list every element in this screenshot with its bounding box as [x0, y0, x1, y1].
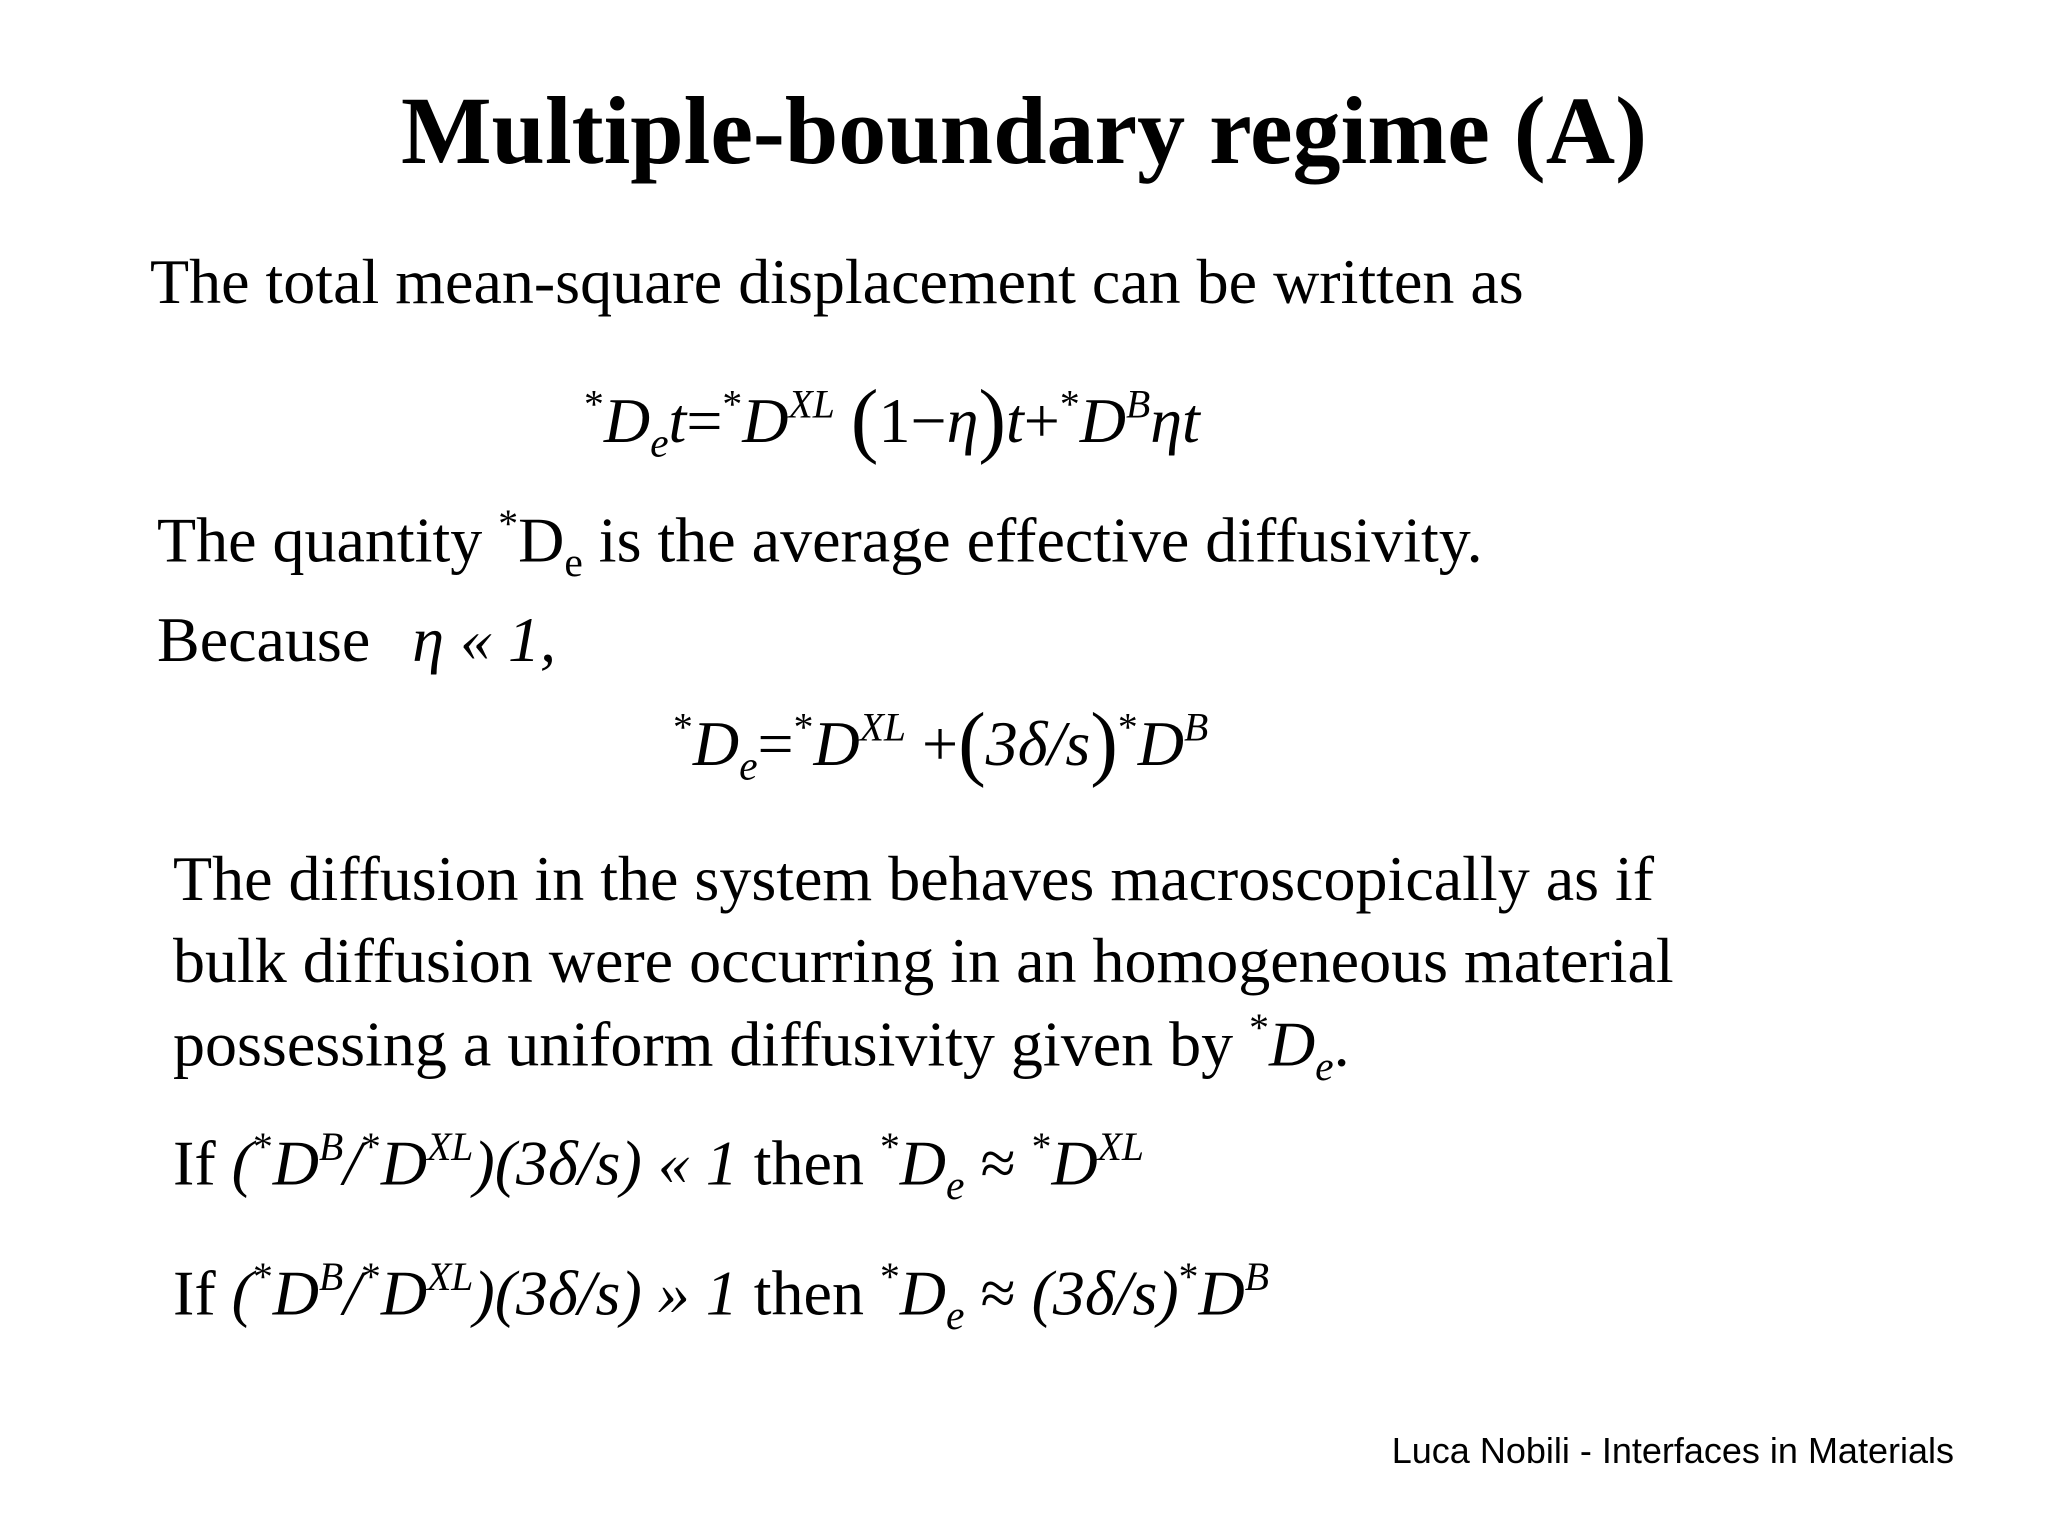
equation-effective-diffusivity [673, 693, 1208, 793]
cond2-res2-ratio: (3δ/s) [1031, 1257, 1179, 1329]
eq2-star-1: * [673, 705, 693, 750]
eq1-d-2: D [742, 385, 789, 457]
eq1-eta-1: η [946, 385, 979, 457]
because-text [157, 603, 556, 677]
intro-text: The total mean-square displacement can be written as [150, 246, 1524, 317]
eq1-rparen: ) [978, 373, 1007, 465]
cond1-sup-b: B [319, 1125, 344, 1169]
cond1-d-1: D [272, 1127, 319, 1199]
paragraph-d: D [1268, 1008, 1316, 1080]
eq1-star-2: * [722, 382, 743, 427]
cond2-res-d: D [899, 1257, 946, 1329]
quantity-text [157, 502, 1483, 587]
paragraph-star: * [1249, 1006, 1269, 1050]
eq2-rparen: ) [1090, 696, 1118, 788]
slide-title: Multiple-boundary regime (A) [400, 77, 1648, 184]
cond2-res-sub-e: e [946, 1292, 965, 1339]
eq2-lparen: ( [958, 696, 986, 788]
eq1-t-3: t [1181, 385, 1200, 457]
cond2-sup-xl: XL [427, 1255, 474, 1299]
cond1-approx: ≈ [980, 1127, 1016, 1199]
cond1-d-2: D [380, 1127, 428, 1199]
cond1-sup-xl: XL [427, 1125, 474, 1169]
eq1-equals: = [686, 385, 723, 457]
eq2-star-3: * [1117, 705, 1138, 750]
cond1-then: then [737, 1127, 880, 1199]
eq1-d-3: D [1079, 385, 1126, 457]
cond2-res2-sup-b: B [1244, 1255, 1269, 1299]
eq1-lparen: ( [850, 373, 879, 465]
eq1-sup-xl: XL [788, 382, 835, 427]
eq1-plus: + [1023, 385, 1060, 457]
eq2-sup-b: B [1183, 705, 1209, 750]
quantity-star: * [498, 502, 519, 546]
paragraph-line-2: bulk diffusion were occurring in an homogeneous material [173, 925, 1674, 996]
cond1-res2-star: * [1031, 1125, 1052, 1169]
condition-2 [173, 1255, 1269, 1340]
because-label: Because [157, 604, 387, 675]
cond2-res2-d: D [1198, 1257, 1245, 1329]
equation-msd [584, 370, 1200, 470]
cond2-sup-b: B [319, 1255, 344, 1299]
cond2-if: If [173, 1257, 232, 1329]
eq1-t-1: t [668, 385, 687, 457]
eq2-star-2: * [793, 705, 814, 750]
eq1-sub-e: e [650, 419, 669, 466]
quantity-after: is the average effective diffusivity. [582, 504, 1483, 576]
because-condition: η « 1, [412, 604, 556, 675]
cond1-res2-d: D [1051, 1127, 1098, 1199]
cond2-res2-star: * [1178, 1255, 1199, 1299]
paragraph-line-3 [173, 1006, 1350, 1091]
eq2-d-1: D [692, 708, 740, 780]
condition-1 [173, 1125, 1144, 1210]
eq1-star-1: * [584, 382, 604, 427]
eq1-minus: − [910, 385, 947, 457]
cond1-slash: / [343, 1127, 362, 1199]
cond1-star-1: * [252, 1125, 273, 1169]
cond2-then: then [737, 1257, 880, 1329]
cond1-if: If [173, 1127, 232, 1199]
eq1-eta-2: η [1150, 385, 1182, 457]
cond1-star-2: * [361, 1125, 381, 1169]
footer-credit: Luca Nobili - Interfaces in Materials [1391, 1430, 1954, 1471]
eq2-equals: = [757, 708, 794, 780]
cond1-res2-sup-xl: XL [1097, 1125, 1144, 1169]
paragraph-end: . [1333, 1008, 1350, 1080]
cond1-res-sub-e: e [946, 1162, 965, 1209]
cond2-star-1: * [252, 1255, 273, 1299]
cond1-res-d: D [899, 1127, 946, 1199]
eq2-plus: + [921, 708, 959, 780]
paragraph-line-1: The diffusion in the system behaves macroscopically as if [173, 843, 1655, 914]
eq2-d-2: D [813, 708, 860, 780]
eq1-one: 1 [878, 385, 911, 457]
cond2-slash: / [343, 1257, 362, 1329]
cond1-res-star: * [879, 1125, 900, 1169]
paragraph-sub-e: e [1315, 1043, 1334, 1090]
cond2-res-star: * [879, 1255, 900, 1299]
eq1-d-1: D [603, 385, 651, 457]
cond2-open: ( [231, 1257, 253, 1329]
cond2-d-1: D [272, 1257, 319, 1329]
eq2-sub-e: e [739, 742, 758, 789]
quantity-before: The quantity [157, 504, 499, 576]
eq1-star-3: * [1059, 382, 1080, 427]
eq1-t-2: t [1006, 385, 1024, 457]
cond2-close: )(3δ/s) » 1 [473, 1257, 738, 1329]
cond2-star-2: * [361, 1255, 381, 1299]
cond2-d-2: D [380, 1257, 428, 1329]
cond2-approx: ≈ [980, 1257, 1016, 1329]
eq2-sup-xl: XL [859, 705, 906, 750]
eq2-d-3: D [1137, 708, 1184, 780]
quantity-d: D [518, 504, 565, 576]
quantity-sub-e: e [564, 539, 583, 586]
cond1-open: ( [231, 1127, 253, 1199]
paragraph-line-3-text: possessing a uniform diffusivity given by [173, 1008, 1250, 1080]
eq2-ratio: 3δ/s [985, 708, 1091, 780]
cond1-close: )(3δ/s) « 1 [473, 1127, 738, 1199]
eq1-sup-b: B [1125, 382, 1151, 427]
